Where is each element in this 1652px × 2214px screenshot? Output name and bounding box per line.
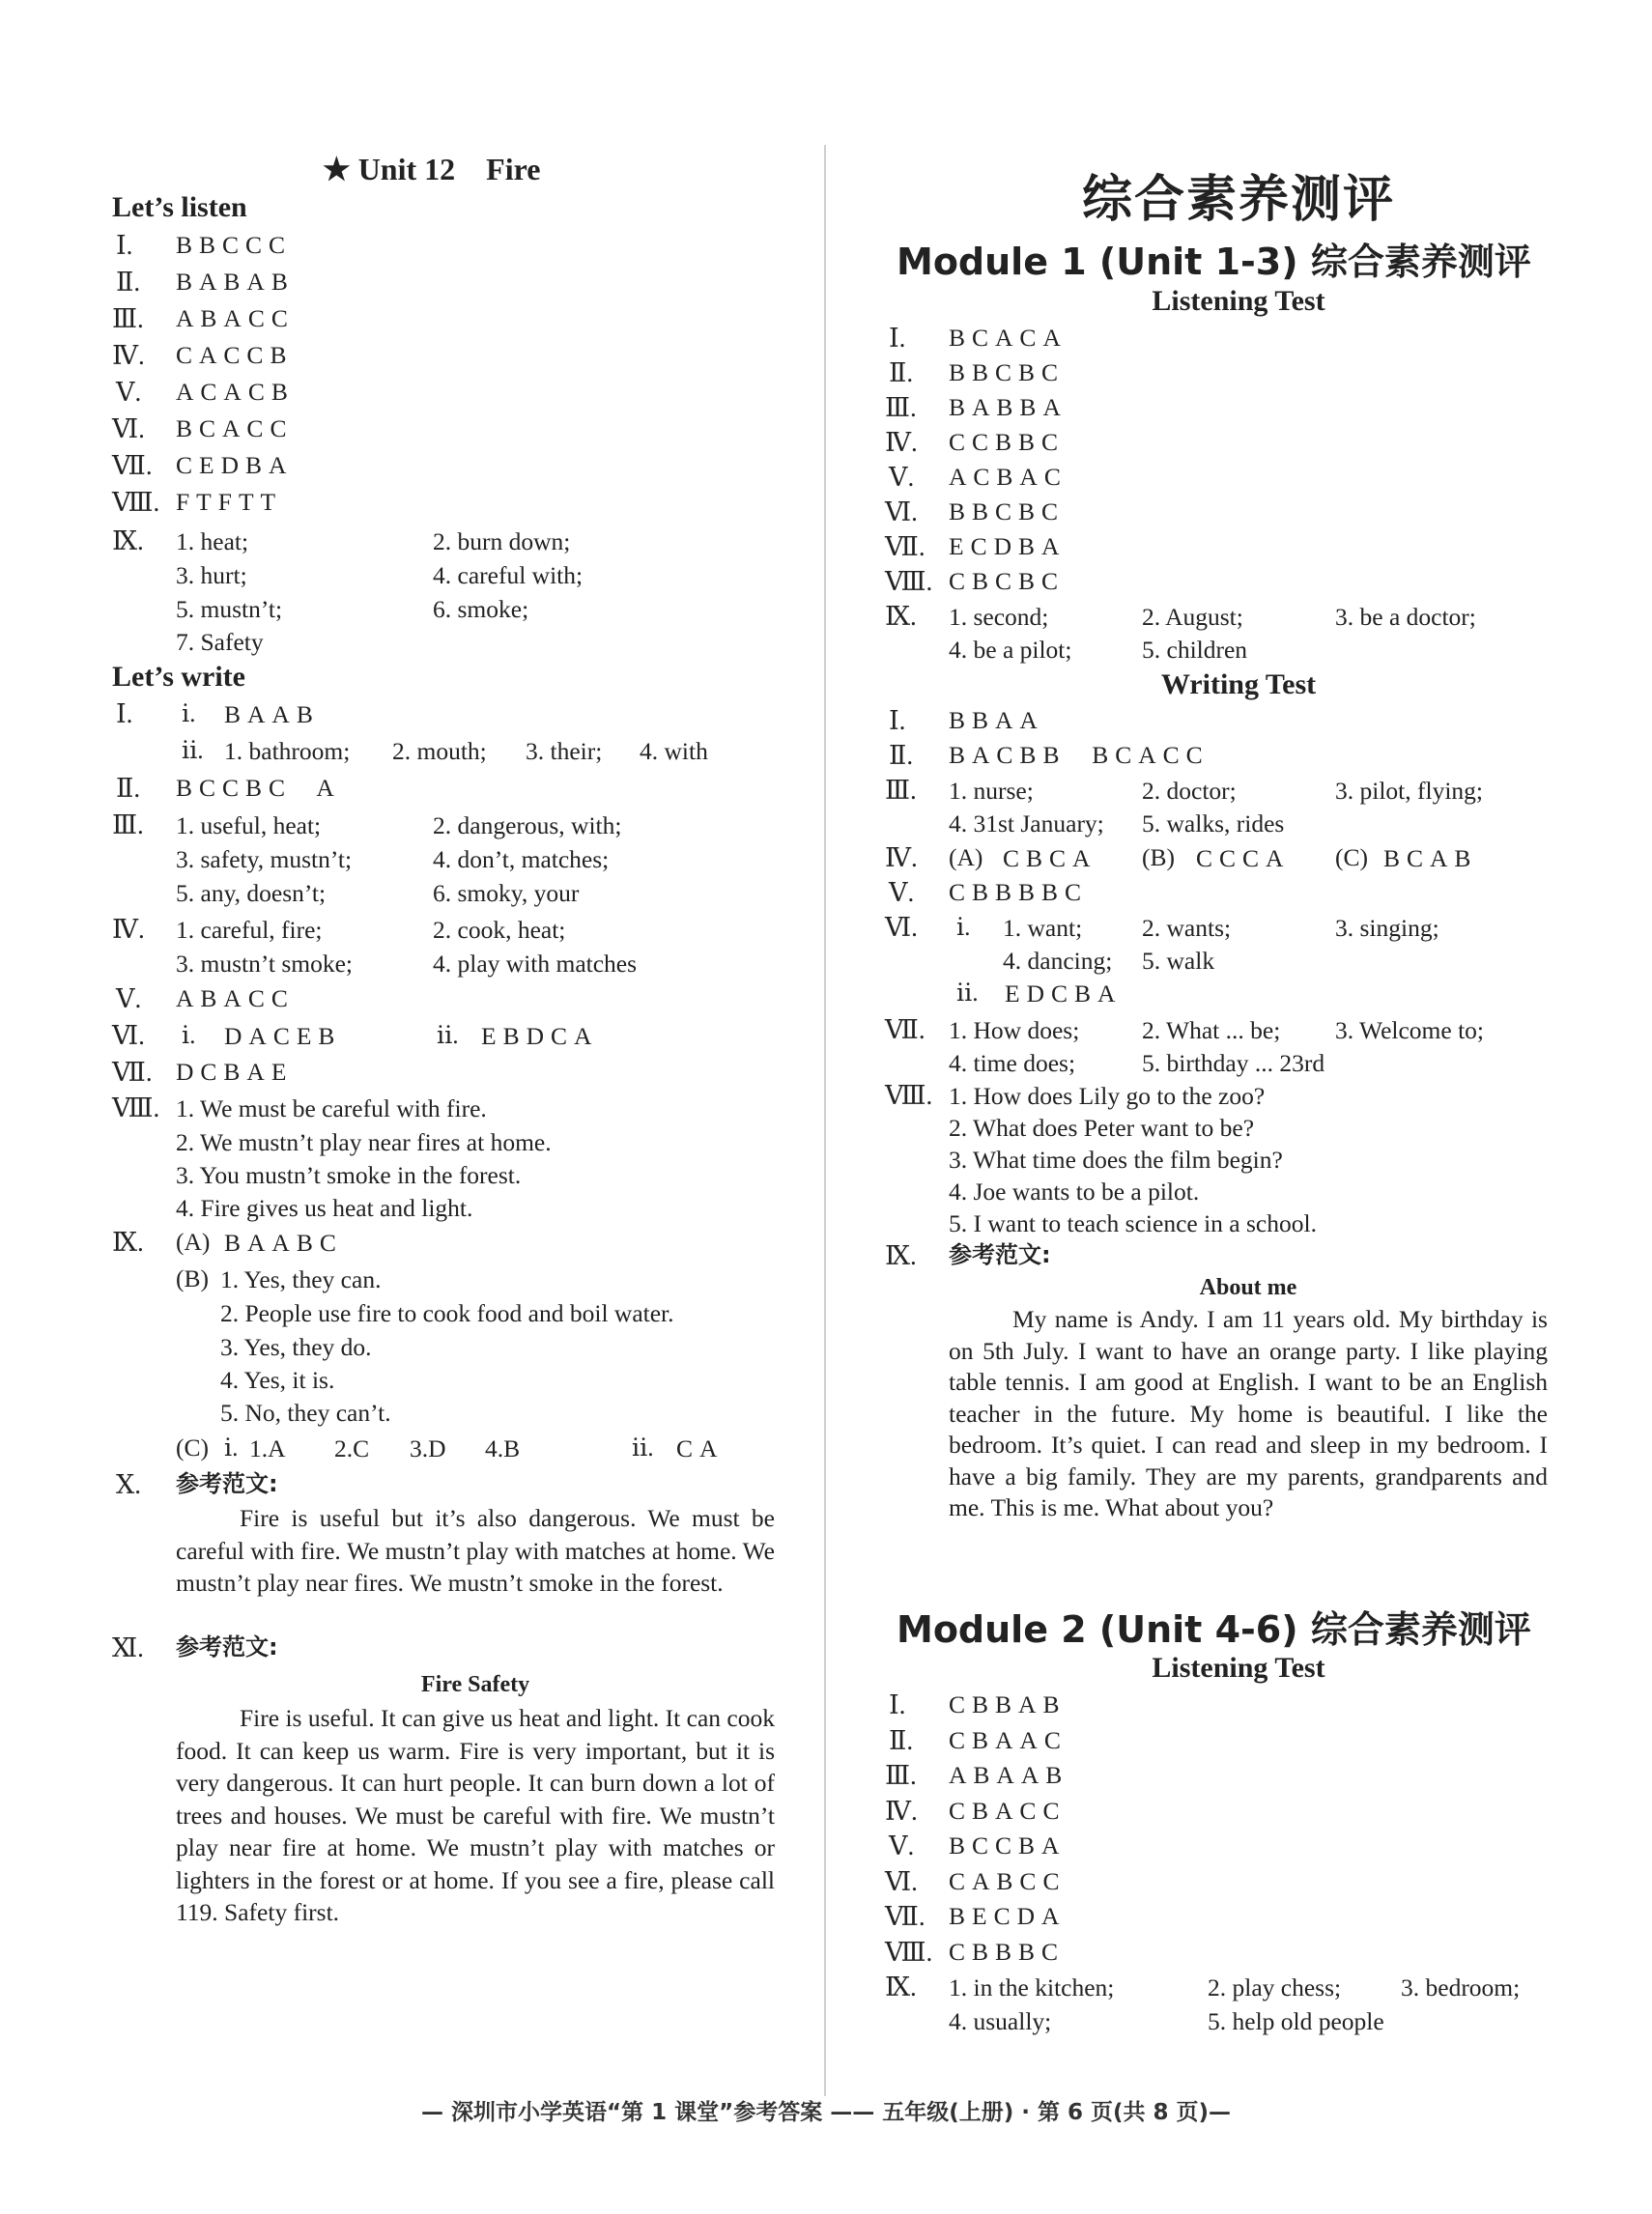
answer-sentence: 3. What time does the film begin? [949,1146,1283,1174]
sub-label: (C) [1335,843,1368,871]
sample-essay-label: 参考范文: [949,1241,1051,1268]
answer-text: FTFTT [176,488,283,516]
answer-text: 1. want; [1003,914,1083,942]
answer-sentence: 4. Joe wants to be a pilot. [949,1178,1200,1206]
answer-text: BCACA [949,324,1068,352]
lets-listen-heading: Let’s listen [112,191,247,223]
unit-title: ★ Unit 12 Fire [323,152,541,186]
roman-numeral: Ⅴ. [889,1831,915,1860]
answer-text: DACEB [224,1022,342,1050]
answer-text: BAAB [224,700,320,728]
answer-text: 2. mouth; [392,737,487,765]
answer-text: BCCBA [949,1831,1067,1859]
sub-label: ⅱ. [632,1433,654,1462]
answer-text: 3. Welcome to; [1335,1016,1484,1044]
answer-text: 4. dancing; [1003,947,1113,975]
answer-text: CBBBC [949,1938,1066,1966]
roman-numeral: Ⅷ. [112,1093,160,1122]
roman-numeral: Ⅱ. [116,774,141,803]
answer-text: 4. don’t, matches; [433,845,610,873]
roman-numeral: Ⅶ. [112,451,153,480]
sub-label: (A) [176,1228,211,1256]
essay-title: Fire Safety [420,1672,530,1697]
answer-text: CBBAB [949,1690,1067,1718]
answer-text: 1. useful, heat; [176,811,322,839]
sub-label: ⅰ. [956,913,971,941]
answer-text: 3. mustn’t smoke; [176,950,353,978]
answer-text: ABACC [176,984,295,1012]
roman-numeral: Ⅺ. [112,1633,144,1662]
answer-text: BCCBC A [176,774,341,802]
listening-test-heading: Listening Test [1152,285,1325,317]
answer-text: EDCBA [1005,979,1123,1008]
answer-sentence: 4. Yes, it is. [220,1366,335,1394]
answer-text: 3. be a doctor; [1335,603,1476,631]
answer-text: 5. mustn’t; [176,595,283,623]
answer-text: 5. walks, rides [1142,809,1285,837]
sample-essay-label: 参考范文: [176,1633,278,1660]
roman-numeral: Ⅴ. [116,378,142,407]
answer-text: 1. nurse; [949,777,1034,805]
roman-numeral: Ⅴ. [116,984,142,1013]
answer-text: BCACC [176,414,294,442]
sub-label: (A) [949,843,983,871]
answer-text: 2. cook, heat; [433,916,566,944]
roman-numeral: Ⅰ. [116,699,133,728]
roman-numeral: Ⅶ. [885,532,926,561]
answer-text: CBAAC [949,1726,1068,1754]
roman-numeral: Ⅶ. [885,1015,926,1044]
roman-numeral: Ⅴ. [889,878,915,907]
answer-sentence: 1. How does Lily go to the zoo? [949,1082,1266,1110]
sub-label: (B) [176,1264,209,1292]
answer-sentence: 2. What does Peter want to be? [949,1114,1255,1142]
answer-text: 3. their; [526,737,603,765]
roman-numeral: Ⅶ. [885,1902,926,1931]
roman-numeral: Ⅸ. [885,602,917,631]
answer-text: CBCA [1003,844,1097,872]
answer-text: BBCCC [176,231,293,259]
writing-test-heading: Writing Test [1160,668,1317,700]
roman-numeral: Ⅳ. [885,1797,918,1826]
roman-numeral: Ⅰ. [116,231,133,260]
roman-numeral: Ⅸ. [112,1228,144,1257]
answer-text: 3. pilot, flying; [1335,777,1483,805]
roman-numeral: Ⅱ. [889,741,914,770]
sub-label: ⅰ. [224,1433,239,1462]
roman-numeral: Ⅰ. [889,1690,906,1719]
answer-text: BABBA [949,393,1068,421]
answer-text: 5. children [1142,636,1248,664]
roman-numeral: Ⅴ. [889,463,915,492]
answer-text: ECDBA [949,532,1067,560]
answer-text: CBBBBC [949,878,1089,906]
answer-text: 1. second; [949,603,1049,631]
answer-text: 6. smoky, your [433,879,580,907]
answer-text: ACBAC [949,463,1068,491]
answer-text: 1. careful, fire; [176,916,323,944]
answer-text: 2. wants; [1142,914,1232,942]
answer-text: 4. play with matches [433,950,638,978]
roman-numeral: Ⅲ. [885,1761,917,1790]
answer-text: 3. singing; [1335,914,1439,942]
roman-numeral: Ⅸ. [112,526,144,555]
answer-text: 4.B [485,1434,521,1462]
module-1-title: Module 1 (Unit 1-3) 综合素养测评 [897,241,1531,283]
answer-text: CCCA [1196,844,1291,872]
answer-text: 1. in the kitchen; [949,1973,1115,2001]
answer-text: CCBBC [949,428,1066,456]
roman-numeral: Ⅱ. [116,268,141,297]
roman-numeral: Ⅷ. [885,1081,933,1110]
answer-text: CA [676,1434,725,1462]
answer-text: CABCC [949,1867,1067,1895]
sub-label: ⅰ. [182,1021,196,1049]
answer-text: 5. any, doesn’t; [176,879,327,907]
answer-text: 5. walk [1142,947,1215,975]
answer-text: 7. Safety [176,628,264,656]
sub-label: (B) [1142,843,1175,871]
roman-numeral: Ⅸ. [885,1241,917,1270]
answer-text: BAABC [224,1229,343,1257]
sub-label: ⅱ. [437,1021,459,1049]
answer-text: 4. time does; [949,1049,1076,1077]
answer-text: 2.C [334,1434,370,1462]
answer-text: BBAA [949,706,1044,734]
answer-sentence: 1. We must be careful with fire. [176,1094,487,1122]
answer-text: 1. heat; [176,527,249,555]
answer-text: CEDBA [176,451,294,479]
answer-text: ABAAB [949,1761,1069,1789]
answer-text: 5. birthday ... 23rd [1142,1049,1325,1077]
sub-label: ⅰ. [182,699,196,727]
answer-text: CBACC [949,1797,1067,1825]
roman-numeral: Ⅲ. [112,304,144,333]
answer-sentence: 4. Fire gives us heat and light. [176,1194,473,1222]
roman-numeral: Ⅱ. [889,358,914,387]
answer-sentence: 5. No, they can’t. [220,1399,391,1427]
answer-text: CBCBC [949,567,1066,595]
sub-label: ⅱ. [182,736,204,764]
answer-text: BECDA [949,1902,1067,1930]
roman-numeral: Ⅰ. [889,324,906,353]
answer-text: EBDCA [481,1022,599,1050]
roman-numeral: Ⅳ. [885,843,918,872]
answer-text: 3. safety, mustn’t; [176,845,353,873]
answer-sentence: 2. People use fire to cook food and boil water. [220,1299,674,1327]
roman-numeral: Ⅷ. [112,488,160,517]
answer-sentence: 1. Yes, they can. [220,1265,382,1293]
answer-text: 3. bedroom; [1401,1973,1521,2001]
sample-essay: Fire is useful. It can give us heat and light. It can cook food. It can keep us warm. Fire is very important, but it is very dangerous. It can hurt people. It can burn down a lot of trees and houses. We must be careful with fire. We mustn’t play near fire at home. We mustn’t play with matches or lighters in the forest or at home. If you see a fire, please call 119. Safety first. [176,1704,775,1926]
roman-numeral: Ⅸ. [885,1973,917,2001]
roman-numeral: Ⅲ. [885,776,917,805]
answer-text: BACBB BCACC [949,741,1210,769]
answer-sentence: 3. Yes, they do. [220,1333,372,1361]
module-2-title: Module 2 (Unit 4-6) 综合素养测评 [897,1608,1531,1651]
roman-numeral: Ⅶ. [112,1058,153,1087]
essay-title: About me [1199,1275,1297,1300]
answer-text: 2. August; [1142,603,1243,631]
roman-numeral: Ⅹ. [116,1470,141,1499]
answer-text: 3.D [410,1434,446,1462]
roman-numeral: Ⅳ. [112,915,145,944]
answer-text: BCAB [1383,844,1478,872]
roman-numeral: Ⅵ. [112,1021,145,1050]
roman-numeral: Ⅲ. [885,393,917,422]
answer-text: 4. be a pilot; [949,636,1072,664]
roman-numeral: Ⅵ. [885,913,918,942]
answer-text: 2. doctor; [1142,777,1237,805]
roman-numeral: Ⅵ. [885,1867,918,1896]
answer-text: ACACB [176,378,295,406]
answer-text: DCBAE [176,1058,294,1086]
sample-essay-label: 参考范文: [176,1470,278,1497]
answer-text: CACCB [176,341,294,369]
answer-text: 2. play chess; [1208,1973,1342,2001]
answer-sentence: 3. You mustn’t smoke in the forest. [176,1161,522,1189]
answer-text: 4. usually; [949,2007,1052,2035]
answer-text: 4. careful with; [433,561,584,589]
answer-text: 1. bathroom; [224,737,351,765]
answer-sentence: 5. I want to teach science in a school. [949,1209,1317,1237]
sub-label: ⅱ. [956,979,979,1007]
answer-text: 2. What ... be; [1142,1016,1281,1044]
answer-text: 4. with [640,737,708,765]
roman-numeral: Ⅵ. [112,414,145,443]
roman-numeral: Ⅵ. [885,497,918,526]
roman-numeral: Ⅰ. [889,706,906,735]
column-divider [824,145,826,2096]
answer-text: BBCBC [949,497,1066,525]
roman-numeral: Ⅲ. [112,810,144,839]
roman-numeral: Ⅱ. [889,1726,914,1755]
listening-test-heading: Listening Test [1152,1652,1325,1684]
roman-numeral: Ⅷ. [885,1938,933,1967]
answer-text: BABAB [176,268,295,296]
answer-text: ABACC [176,304,295,332]
lets-write-heading: Let’s write [112,661,245,693]
answer-text: 6. smoke; [433,595,529,623]
roman-numeral: Ⅳ. [885,428,918,457]
answer-sentence: 2. We mustn’t play near fires at home. [176,1128,552,1156]
page-main-title: 综合素养测评 [1081,171,1395,229]
answer-text: 2. burn down; [433,527,571,555]
answer-text: 1.A [249,1434,286,1462]
roman-numeral: Ⅳ. [112,341,145,370]
sample-essay: My name is Andy. I am 11 years old. My birthday is on 5th July. I want to have an orange party. I like playing table tennis. I am good at English. I want to be an English teacher in the future. My home is beautiful. I like the bedroom. It’s quiet. I can read and sleep in my bedroom. I have a big family. They are my parents, grandparents and me. This is me. What about you? [949,1305,1548,1521]
sub-label: (C) [176,1433,209,1462]
answer-text: 1. How does; [949,1016,1080,1044]
answer-text: 5. help old people [1208,2007,1384,2035]
star-icon: ★ [323,152,351,186]
answer-text: 3. hurt; [176,561,247,589]
roman-numeral: Ⅷ. [885,567,933,596]
sample-essay: Fire is useful but it’s also dangerous. We must be careful with fire. We mustn’t play with matches at home. We mustn’t play near fires. We mustn’t smoke in the forest. [176,1504,775,1597]
answer-text: BBCBC [949,358,1066,386]
answer-text: 4. 31st January; [949,809,1104,837]
answer-text: 2. dangerous, with; [433,811,622,839]
page-footer: — 深圳市小学英语“第 1 课堂”参考答案 —— 五年级(上册) · 第 6 页(共 8 页)— [420,2100,1232,2125]
